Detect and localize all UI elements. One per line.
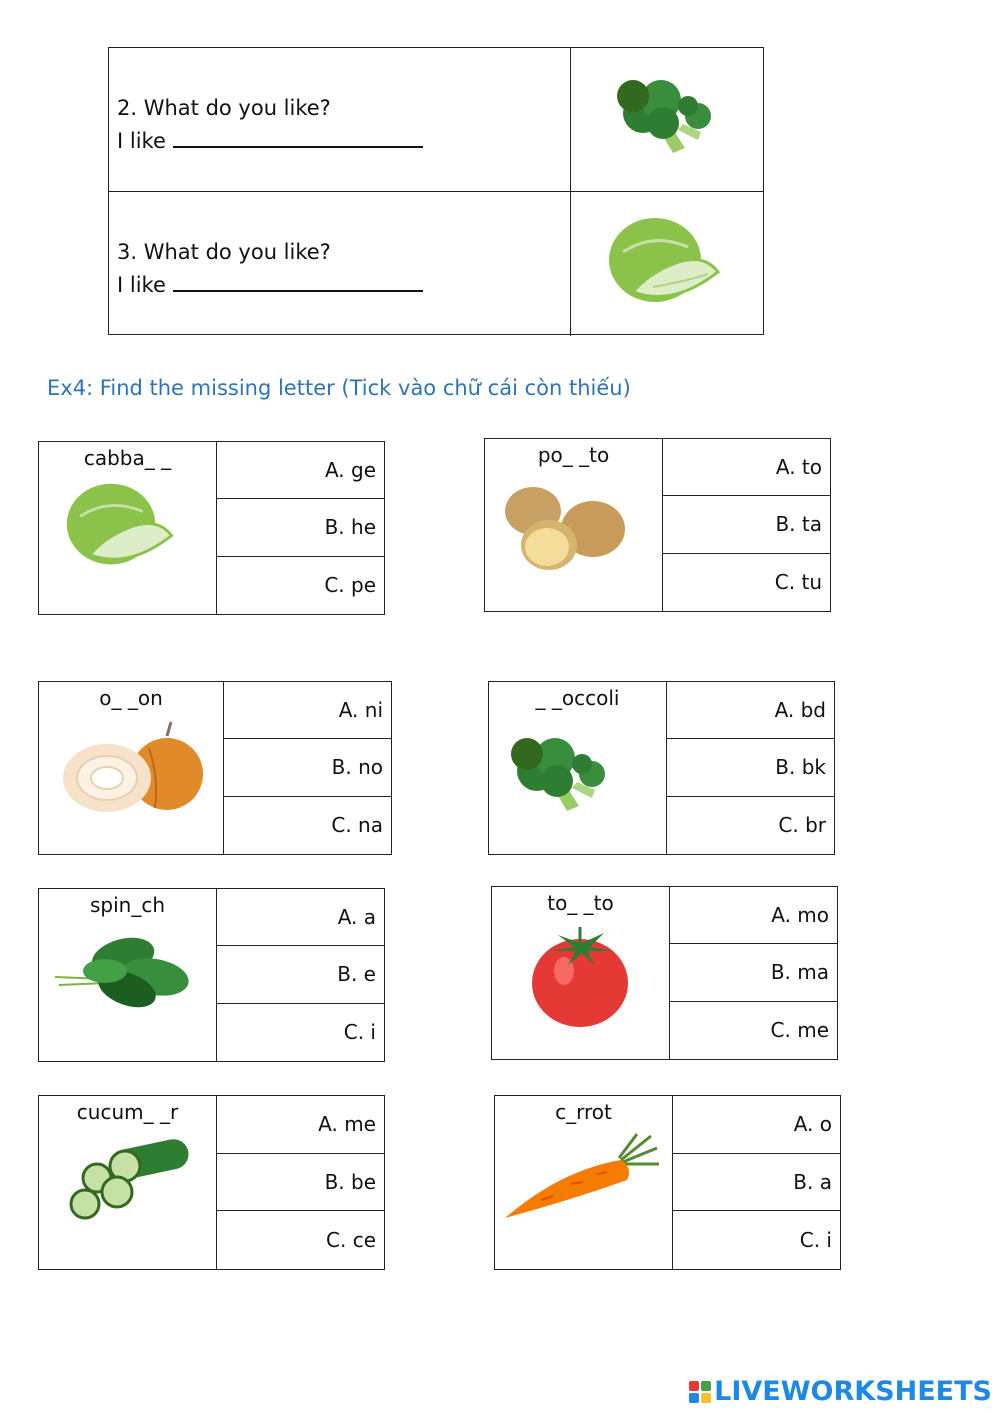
cucumber-icon	[61, 1134, 191, 1224]
broccoli-icon	[603, 68, 733, 168]
option-b[interactable]: B. he	[217, 499, 384, 556]
option-c[interactable]: C. i	[343, 1020, 376, 1045]
option-c[interactable]: C. pe	[324, 573, 376, 598]
option-b[interactable]: B. ta	[663, 496, 830, 553]
carrot-icon	[501, 1130, 661, 1226]
item-broccoli	[488, 681, 835, 855]
option-c[interactable]: C. br	[778, 813, 826, 838]
item-spinach	[38, 888, 385, 1062]
option-b[interactable]: B. a	[673, 1154, 840, 1212]
picture-cell	[570, 192, 764, 336]
option-a[interactable]: A. bd	[667, 682, 834, 739]
question-text: 2. What do you like? I like	[117, 92, 423, 158]
incomplete-word: po_ _to	[537, 443, 610, 467]
answer-blank[interactable]	[173, 132, 423, 148]
incomplete-word: to_ _to	[547, 891, 614, 915]
item-tomato	[491, 886, 838, 1060]
cabbage-icon	[61, 476, 186, 576]
option-c[interactable]: C. na	[331, 813, 383, 838]
option-b[interactable]: B. bk	[667, 739, 834, 796]
word-cell	[39, 1096, 217, 1269]
option-c[interactable]: C. i	[799, 1228, 832, 1253]
potato-icon	[501, 477, 641, 577]
question-row-2	[109, 48, 763, 192]
liveworksheets-logo	[689, 1376, 992, 1407]
spinach-icon	[55, 927, 195, 1027]
word-cell	[492, 887, 670, 1059]
option-c[interactable]: C. tu	[774, 570, 822, 595]
logo-text: LIVEWORKSHEETS	[714, 1376, 992, 1407]
option-b[interactable]: B. be	[217, 1154, 384, 1212]
option-a[interactable]: A. o	[673, 1096, 840, 1154]
item-carrot	[494, 1095, 841, 1270]
exercise-heading: Ex4: Find the missing letter (Tick vào chữ cái còn thiếu)	[47, 376, 631, 400]
word-cell	[495, 1096, 673, 1269]
incomplete-word: c_rrot	[555, 1100, 612, 1124]
item-potato	[484, 438, 831, 612]
tomato-icon	[528, 921, 638, 1031]
word-cell	[39, 682, 224, 854]
option-a[interactable]: A. a	[217, 889, 384, 946]
incomplete-word: spin_ch	[89, 893, 166, 917]
incomplete-word: cabba_ _	[83, 446, 172, 470]
word-cell	[489, 682, 667, 854]
incomplete-word: o_ _on	[99, 686, 163, 710]
broccoli-icon	[497, 726, 627, 826]
option-b[interactable]: B. e	[217, 946, 384, 1003]
question-table	[108, 47, 764, 335]
option-c[interactable]: C. ce	[326, 1228, 376, 1253]
option-c[interactable]: C. me	[770, 1018, 829, 1043]
item-cucumber	[38, 1095, 385, 1270]
onion-icon	[59, 718, 209, 814]
option-a[interactable]: A. mo	[670, 887, 837, 944]
option-a[interactable]: A. ge	[217, 442, 384, 499]
word-cell	[39, 889, 217, 1061]
cabbage-icon	[603, 212, 733, 312]
item-cabbage	[38, 441, 385, 615]
option-a[interactable]: A. ni	[224, 682, 391, 739]
logo-mark-icon	[689, 1381, 711, 1403]
question-text: 3. What do you like? I like	[117, 236, 423, 302]
incomplete-word: _ _occoli	[535, 686, 620, 710]
option-a[interactable]: A. to	[663, 439, 830, 496]
answer-blank[interactable]	[173, 276, 423, 292]
word-cell	[485, 439, 663, 611]
incomplete-word: cucum_ _r	[76, 1100, 179, 1124]
option-b[interactable]: B. ma	[670, 944, 837, 1001]
option-a[interactable]: A. me	[217, 1096, 384, 1154]
picture-cell	[570, 48, 764, 191]
question-row-3	[109, 192, 763, 336]
word-cell	[39, 442, 217, 614]
option-b[interactable]: B. no	[224, 739, 391, 796]
item-onion	[38, 681, 392, 855]
